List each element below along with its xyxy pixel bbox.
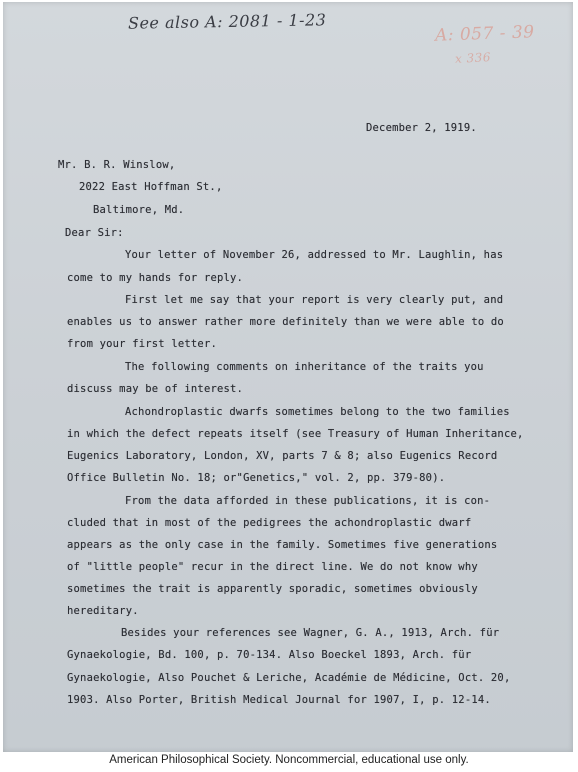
body-line: 1903. Also Porter, British Medical Journal for 1907, I, p. 12-14. — [67, 694, 491, 706]
body-line: hereditary. — [67, 605, 139, 617]
recipient-city: Baltimore, Md. — [93, 204, 185, 216]
salutation: Dear Sir: — [65, 227, 124, 239]
body-line: cluded that in most of the pedigrees the achondroplastic dwarf — [67, 517, 472, 529]
letter-date: December 2, 1919. — [366, 122, 477, 134]
body-line: Gynaekologie, Bd. 100, p. 70-134. Also Boeckel 1893, Arch. für — [67, 649, 472, 661]
archive-code-note: A: 057 - 39 — [434, 22, 535, 46]
body-line: Besides your references see Wagner, G. A., 1913, Arch. für — [121, 627, 500, 639]
body-line: from your first letter. — [67, 338, 217, 350]
letter-page — [3, 2, 573, 752]
body-line: enables us to answer rather more definitely than we were able to do — [67, 316, 504, 328]
body-line: of "little people" recur in the direct line. We do not know why — [67, 561, 478, 573]
body-line: Achondroplastic dwarfs sometimes belong to the two families — [125, 406, 510, 418]
body-line: Gynaekologie, Also Pouchet & Leriche, Académie de Médicine, Oct. 20, — [67, 672, 511, 684]
recipient-street: 2022 East Hoffman St., — [79, 181, 223, 193]
recipient-name: Mr. B. R. Winslow, — [58, 159, 176, 171]
body-line: Eugenics Laboratory, London, XV, parts 7 & 8; also Eugenics Record — [67, 450, 498, 462]
copyright-footer: American Philosophical Society. Noncommercial, educational use only. — [109, 754, 469, 766]
body-line: From the data afforded in these publications, it is con- — [125, 495, 491, 507]
body-line: appears as the only case in the family. Sometimes five generations — [67, 539, 498, 551]
body-line: discuss may be of interest. — [67, 383, 244, 395]
body-line: in which the defect repeats itself (see Treasury of Human Inheritance, — [67, 428, 524, 440]
body-line: The following comments on inheritance of the traits you — [125, 361, 484, 373]
body-line: sometimes the trait is apparently sporadic, sometimes obviously — [67, 583, 478, 595]
handwritten-reference-note: See also A: 2081 - 1-23 — [127, 10, 327, 33]
body-line: First let me say that your report is very clearly put, and — [125, 294, 504, 306]
archive-sub-code-note: x 336 — [454, 50, 492, 66]
body-line: Your letter of November 26, addressed to Mr. Laughlin, has — [125, 249, 504, 261]
body-line: Office Bulletin No. 18; or"Genetics," vol. 2, pp. 379-80). — [67, 472, 446, 484]
body-line: come to my hands for reply. — [67, 272, 244, 284]
